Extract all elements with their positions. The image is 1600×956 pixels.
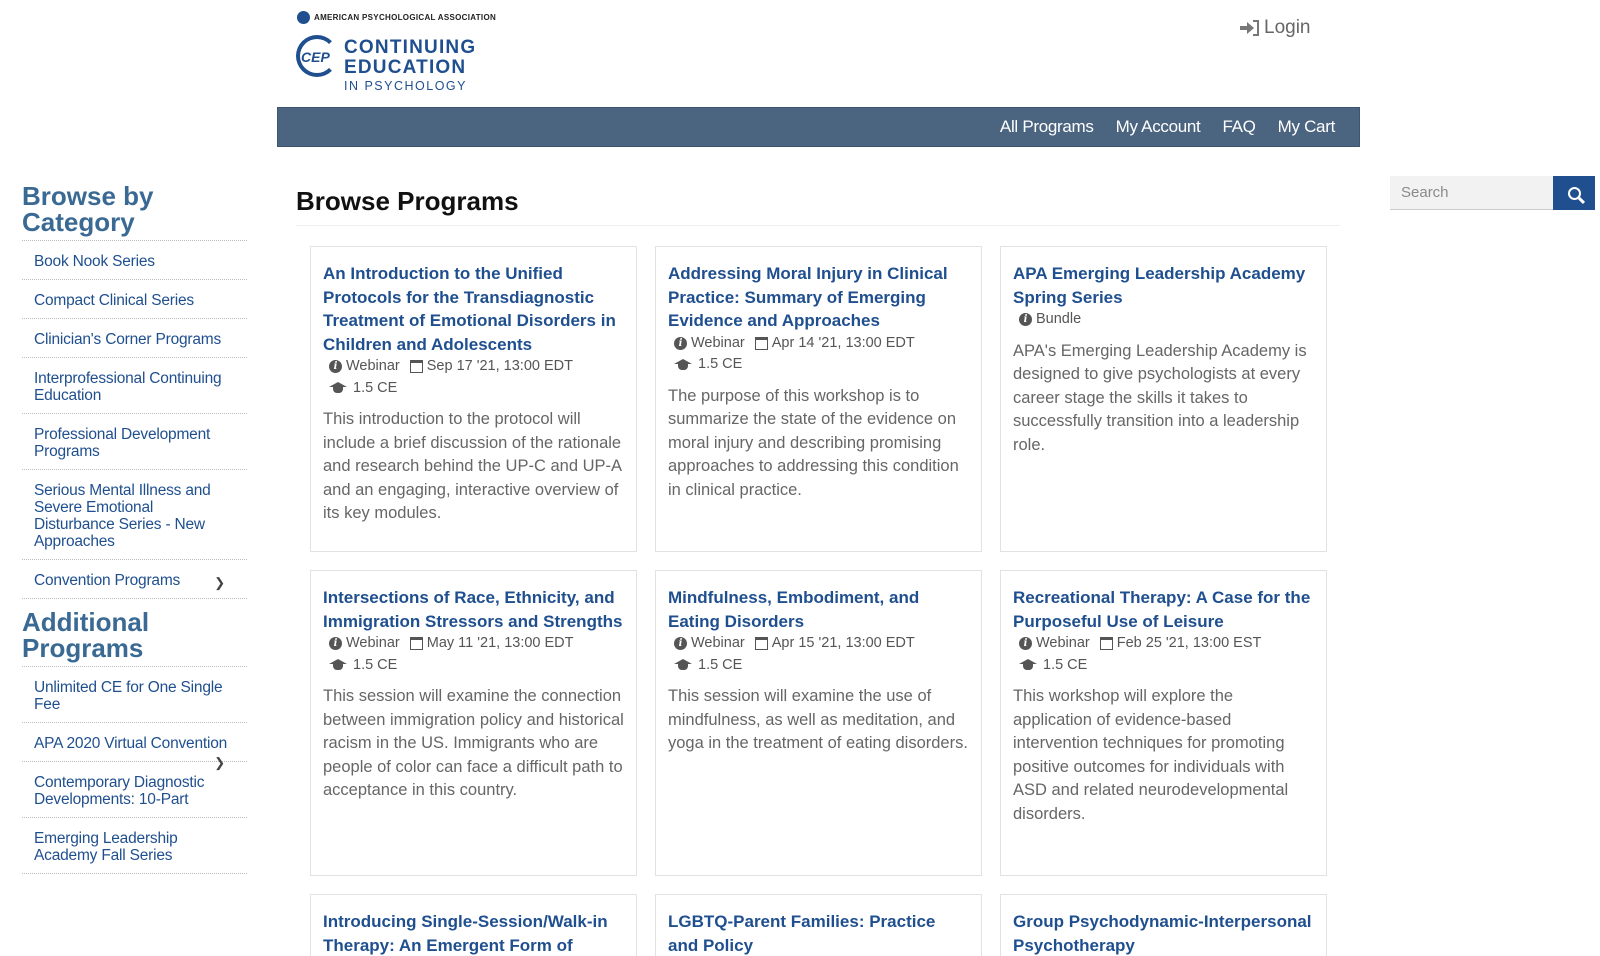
- graduation-cap-icon: [329, 659, 347, 671]
- program-meta: [1013, 309, 1314, 331]
- additional-programs-heading: Additional Programs: [22, 609, 247, 667]
- program-description: The purpose of this workshop is to summarize the state of the evidence on moral injury and describing promising approaches to addressing this condition in clinical practice.: [668, 386, 959, 499]
- program-meta: [323, 633, 624, 676]
- graduation-cap-icon: [674, 659, 692, 671]
- calendar-icon: [1100, 637, 1113, 650]
- program-date: Apr 15 '21, 13:00 EDT: [771, 635, 915, 651]
- sidebar-item-interprofessional[interactable]: Interprofessional Continuing Education: [22, 358, 247, 414]
- logo-line-1: CONTINUING: [344, 37, 477, 58]
- cep-abbrev: CEP: [301, 49, 330, 65]
- graduation-cap-icon: [1019, 659, 1037, 671]
- calendar-icon: [755, 637, 768, 650]
- cep-logo[interactable]: [296, 33, 506, 95]
- sidebar-item-clinicians-corner[interactable]: Clinician's Corner Programs: [22, 319, 247, 358]
- program-type: Webinar: [346, 635, 400, 651]
- calendar-icon: [410, 637, 423, 650]
- nav-faq[interactable]: FAQ: [1222, 117, 1256, 136]
- program-title-link[interactable]: Group Psychodynamic-Interpersonal Psychotherapy: [1013, 912, 1312, 955]
- sidebar-item-emerging-leadership-fall[interactable]: Emerging Leadership Academy Fall Series: [22, 818, 247, 874]
- program-description: This session will examine the connection between immigration policy and historical racism in the US. Immigrants who are people of color can face a difficult path to acceptance in this country.: [323, 687, 624, 799]
- info-icon: i: [329, 360, 342, 373]
- sidebar-item-book-nook[interactable]: Book Nook Series: [22, 241, 247, 280]
- apa-brand: [297, 11, 496, 24]
- program-card: [310, 246, 637, 552]
- logo-line-3: IN PSYCHOLOGY: [344, 79, 467, 93]
- program-description: This session will examine the use of mindfulness, as well as meditation, and yoga in the treatment of eating disorders.: [668, 687, 968, 752]
- sidebar-item-unlimited-ce[interactable]: Unlimited CE for One Single Fee: [22, 667, 247, 723]
- program-ce: 1.5 CE: [698, 356, 743, 372]
- nav-all-programs[interactable]: All Programs: [999, 117, 1094, 136]
- sidebar-item-label: Convention Programs: [34, 572, 181, 589]
- sidebar-item-professional-development[interactable]: Professional Development Programs: [22, 414, 247, 470]
- program-title-link[interactable]: Recreational Therapy: A Case for the Purposeful Use of Leisure: [1013, 588, 1311, 631]
- program-meta: [1013, 633, 1314, 676]
- program-type: Webinar: [691, 635, 745, 651]
- apa-name: AMERICAN PSYCHOLOGICAL ASSOCIATION: [314, 13, 497, 22]
- calendar-icon: [410, 360, 423, 373]
- calendar-icon: [755, 337, 768, 350]
- program-card: [655, 246, 982, 552]
- login-link[interactable]: [1240, 17, 1311, 39]
- program-type: Bundle: [1036, 311, 1082, 327]
- login-label: Login: [1264, 17, 1311, 38]
- program-grid: [310, 246, 1327, 956]
- chevron-right-icon: ❯: [214, 755, 225, 770]
- search-bar: [1390, 176, 1595, 210]
- program-card: [655, 894, 982, 956]
- program-ce: 1.5 CE: [1043, 656, 1088, 673]
- sidebar: [22, 183, 247, 874]
- program-date: Apr 14 '21, 13:00 EDT: [771, 334, 915, 351]
- category-list: [22, 241, 247, 599]
- program-title-link[interactable]: Intersections of Race, Ethnicity, and Immigration Stressors and Strengths: [323, 588, 623, 631]
- program-card: [310, 570, 637, 876]
- program-type: Webinar: [691, 334, 745, 351]
- program-title-link[interactable]: An Introduction to the Unified Protocols for the Transdiagnostic Treatment of Emotional Disorders in Children and Adolescents: [323, 264, 616, 354]
- browse-by-category-heading: Browse by Category: [22, 183, 247, 241]
- program-date: Feb 25 '21, 13:00 EST: [1116, 635, 1262, 651]
- info-icon: i: [1019, 637, 1032, 650]
- program-card: [310, 894, 637, 956]
- program-type: Webinar: [1036, 635, 1090, 651]
- info-icon: i: [329, 637, 342, 650]
- program-meta: [323, 356, 624, 399]
- program-title-link[interactable]: Introducing Single-Session/Walk-in Therapy: An Emergent Form of: [323, 912, 608, 955]
- program-card: [655, 570, 982, 876]
- sidebar-item-contemporary-diagnostic[interactable]: Contemporary Diagnostic Developments: 10-Part: [22, 762, 247, 818]
- graduation-cap-icon: [674, 359, 692, 371]
- sidebar-item-serious-mental-illness[interactable]: Serious Mental Illness and Severe Emotional Disturbance Series - New Approaches: [22, 470, 247, 560]
- program-ce: 1.5 CE: [353, 656, 398, 673]
- program-description: This introduction to the protocol will include a brief discussion of the rationale and research behind the UP-C and UP-A and an engaging, interactive overview of its key modules.: [323, 410, 622, 522]
- nav-my-cart[interactable]: My Cart: [1277, 117, 1335, 136]
- program-title-link[interactable]: LGBTQ-Parent Families: Practice and Policy: [668, 912, 936, 955]
- nav-my-account[interactable]: My Account: [1115, 117, 1201, 136]
- program-ce: 1.5 CE: [698, 656, 743, 673]
- program-card: [1000, 894, 1327, 956]
- program-title-link[interactable]: Addressing Moral Injury in Clinical Practice: Summary of Emerging Evidence and Approaches: [668, 264, 948, 330]
- apa-logo-icon: [297, 11, 310, 24]
- info-icon: i: [674, 637, 687, 650]
- program-description: This workshop will explore the application of evidence-based intervention techniques for promoting positive outcomes for individuals with ASD and related neurodevelopmental disorders.: [1013, 687, 1289, 823]
- program-title-link[interactable]: Mindfulness, Embodiment, and Eating Disorders: [668, 588, 920, 631]
- program-meta: [668, 333, 969, 376]
- program-card: [1000, 246, 1327, 552]
- search-button[interactable]: [1553, 176, 1595, 210]
- sidebar-item-label: APA 2020 Virtual Convention: [34, 735, 228, 752]
- sidebar-item-apa-2020[interactable]: [22, 723, 247, 770]
- search-icon: [1568, 187, 1581, 200]
- logo-line-2: EDUCATION: [344, 57, 467, 78]
- program-ce: 1.5 CE: [353, 379, 398, 396]
- program-date: May 11 '21, 13:00 EDT: [426, 635, 574, 651]
- program-meta: [668, 633, 969, 676]
- page-title: Browse Programs: [296, 186, 1340, 226]
- sign-in-icon: [1240, 20, 1258, 36]
- program-card: [1000, 570, 1327, 876]
- sidebar-item-convention-programs[interactable]: [22, 560, 247, 599]
- info-icon: i: [1019, 313, 1032, 326]
- main-nav: [277, 107, 1360, 147]
- additional-list: [22, 667, 247, 874]
- graduation-cap-icon: [329, 382, 347, 394]
- program-title-link[interactable]: APA Emerging Leadership Academy Spring Series: [1013, 264, 1306, 307]
- sidebar-item-compact-clinical[interactable]: Compact Clinical Series: [22, 280, 247, 319]
- program-description: APA's Emerging Leadership Academy is designed to give psychologists at every career stage the skills it takes to successfully transition into a leadership role.: [1013, 341, 1307, 454]
- chevron-right-icon: ❯: [214, 575, 225, 590]
- info-icon: i: [674, 337, 687, 350]
- program-date: Sep 17 '21, 13:00 EDT: [426, 358, 573, 374]
- program-type: Webinar: [346, 358, 400, 374]
- search-input[interactable]: [1390, 176, 1553, 210]
